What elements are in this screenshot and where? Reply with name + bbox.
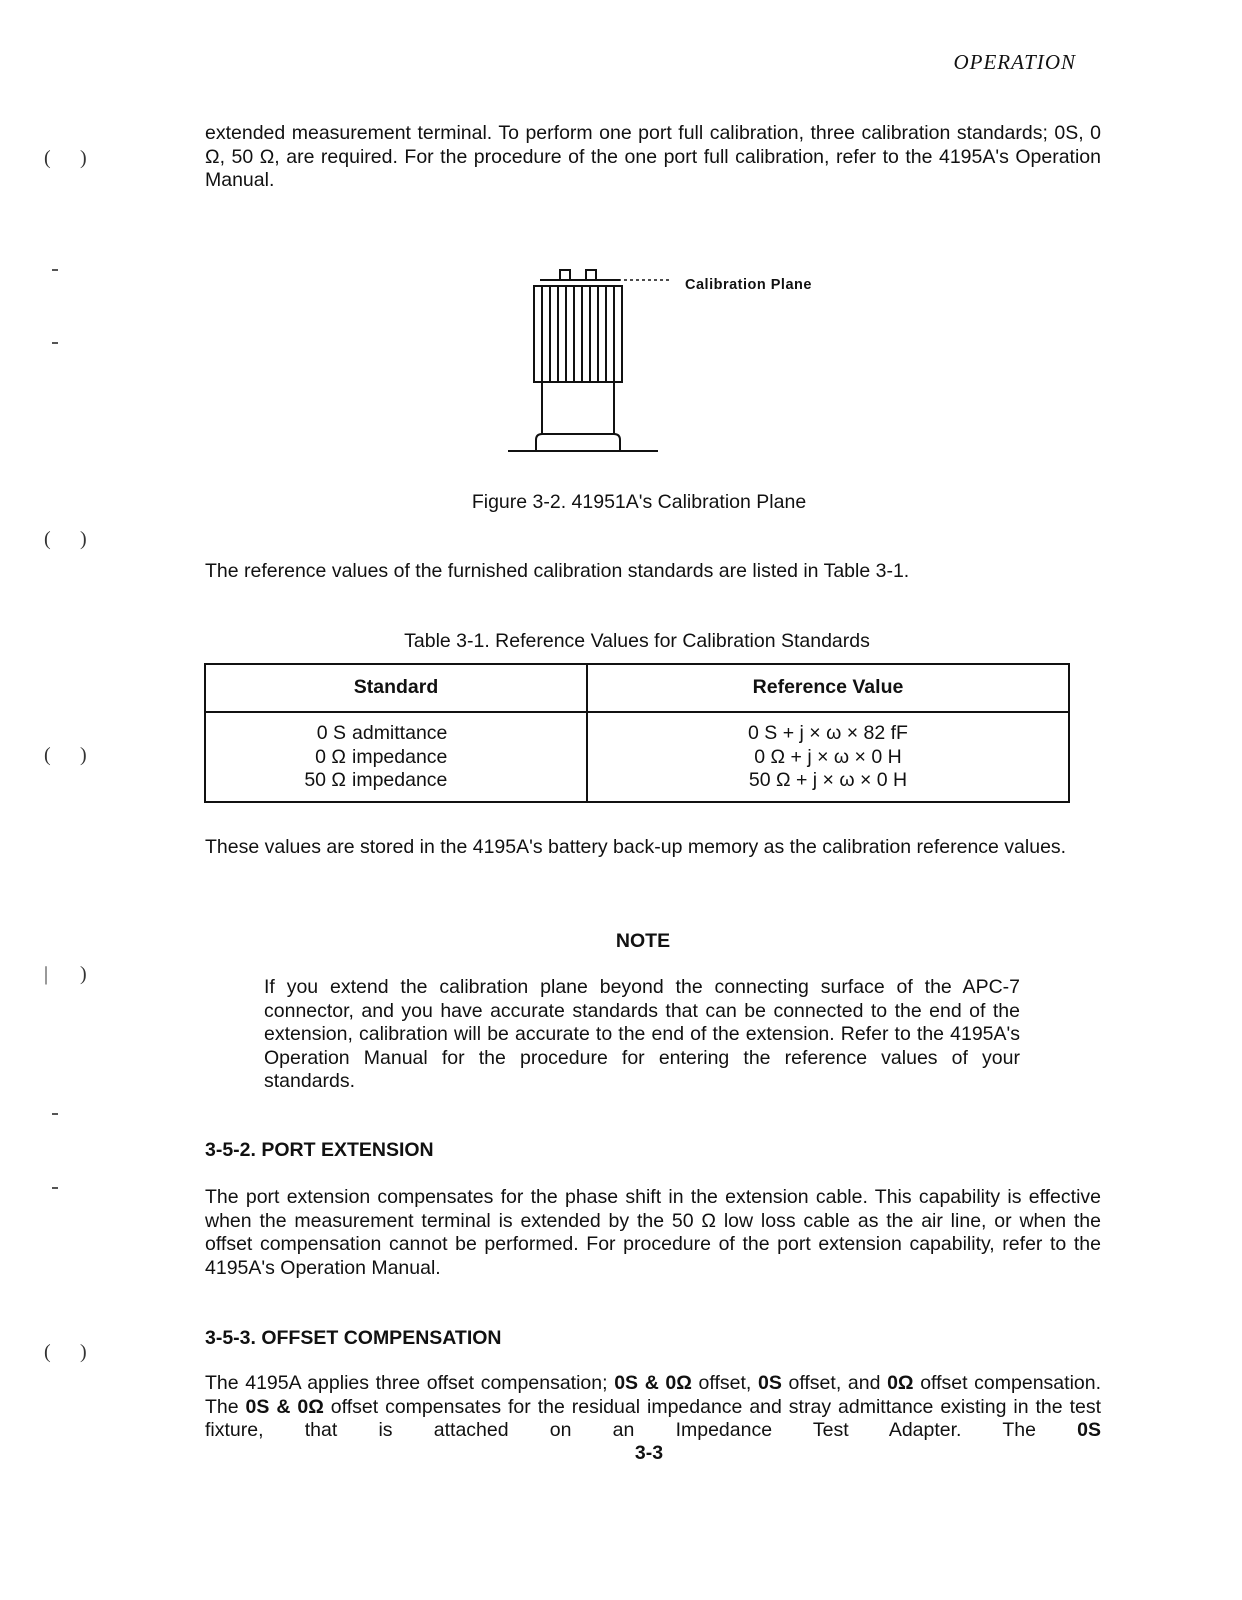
port-extension-text: The port extension compensates for the phase shift in the extension cable. This capability is effective when the measurement terminal is extended by the 50 Ω low loss cable as the air line, or when the offset compensation cannot be performed. For procedure of the port extension capability, refer to the 4195A's Operation Manual.	[205, 1186, 1101, 1279]
margin-dash	[52, 1187, 58, 1189]
table-title: Table 3-1. Reference Values for Calibration Standards	[404, 630, 870, 652]
reference-column	[587, 712, 1069, 802]
header-standard: Standard	[205, 664, 587, 712]
note-text: If you extend the calibration plane beyond the connecting surface of the APC-7 connector, and you have accurate standards that can be connected to the end of the extension, calibration will be accurate to the end of the extension. Refer to the 4195A's Operation Manual for the procedure for entering the reference values of your standards.	[264, 976, 1020, 1092]
header-reference-value: Reference Value	[587, 664, 1069, 712]
standard-column	[205, 712, 587, 802]
offset-compensation-text: The 4195A applies three offset compensation; 0S & 0Ω offset, 0S offset, and 0Ω offset compensation. The 0S & 0Ω offset compensates for the residual impedance and stray admittance existing in the test fixture, that is attached on an Impedance Test Adapter. The 0S	[205, 1372, 1102, 1441]
section-heading-offset-compensation: 3-5-3. OFFSET COMPENSATION	[205, 1327, 502, 1349]
margin-mark: ( )	[44, 744, 87, 766]
table-row: 50 Ω impedance	[304, 769, 448, 791]
intro-paragraph: extended measurement terminal. To perform one port full calibration, three calibration standards; 0S, 0 Ω, 50 Ω, are required. For the procedure of the one port full calibration, refer to the 4195A's Operation Manual.	[205, 122, 1101, 191]
reference-values-table	[204, 663, 1070, 803]
margin-dash	[52, 269, 58, 271]
stored-paragraph: These values are stored in the 4195A's battery back-up memory as the calibration reference values.	[205, 836, 1067, 858]
section-header: OPERATION	[953, 50, 1076, 74]
margin-mark: ( )	[44, 147, 87, 169]
reference-value: 0 S + j × ω × 82 fF	[748, 722, 908, 744]
reference-value: 0 Ω + j × ω × 0 H	[754, 745, 902, 768]
calibration-plane-label: Calibration Plane	[685, 277, 812, 293]
margin-dash	[52, 342, 58, 344]
margin-dash	[52, 1113, 58, 1115]
table-row: 0 Ω impedance	[315, 745, 448, 768]
margin-mark: ( )	[44, 1341, 87, 1363]
calibration-plane-figure	[500, 262, 670, 457]
note-title: NOTE	[615, 930, 671, 952]
reference-value: 50 Ω + j × ω × 0 H	[748, 769, 908, 791]
table-intro: The reference values of the furnished calibration standards are listed in Table 3-1.	[205, 560, 910, 582]
margin-mark: | )	[44, 963, 87, 985]
page-number: 3-3	[634, 1442, 664, 1464]
table-row: 0 S admittance	[316, 722, 448, 744]
section-heading-port-extension: 3-5-2. PORT EXTENSION	[205, 1139, 434, 1161]
figure-caption: Figure 3-2. 41951A's Calibration Plane	[471, 491, 807, 513]
margin-mark: ( )	[44, 528, 87, 550]
